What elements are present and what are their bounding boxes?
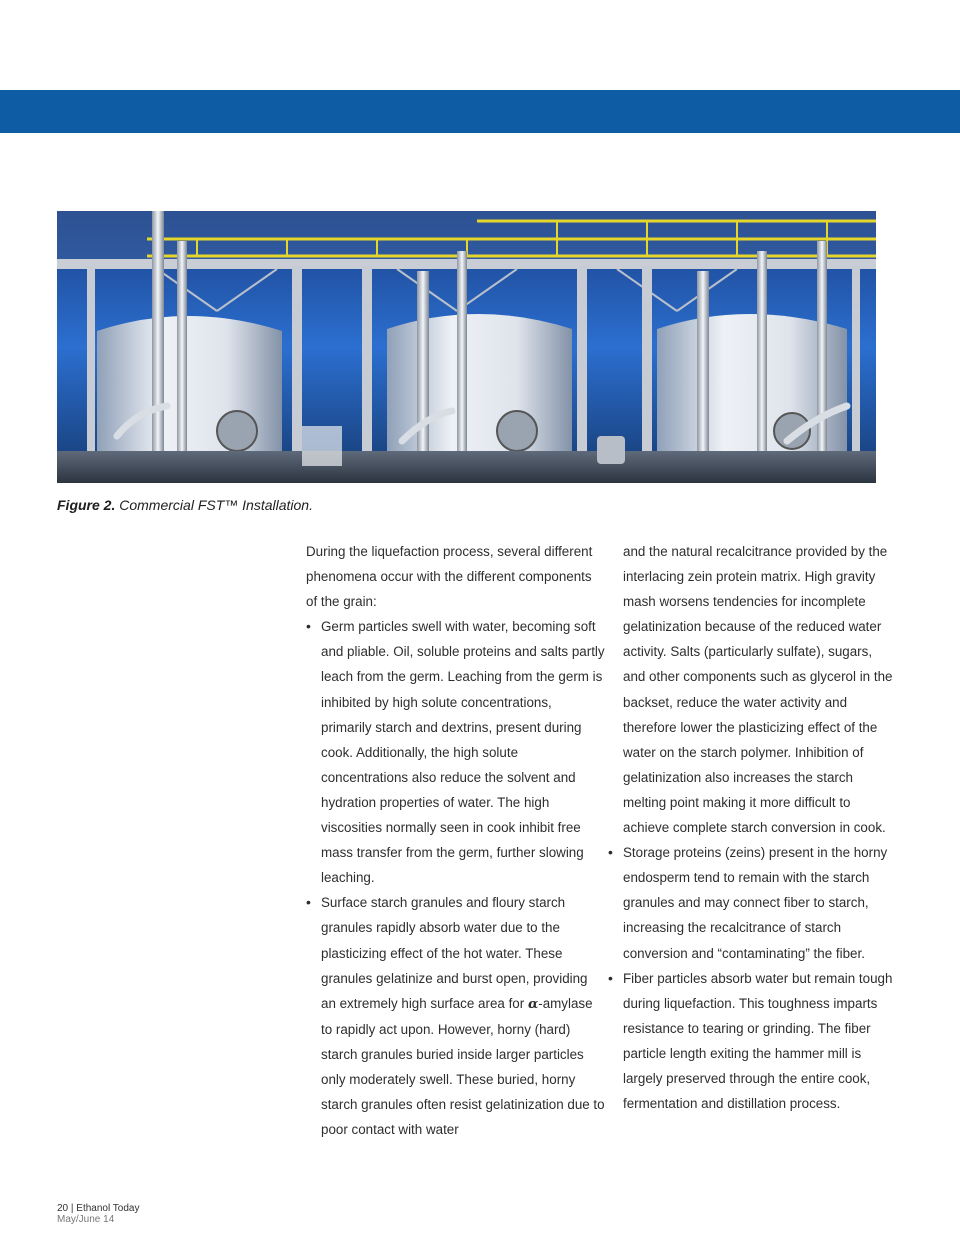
issue-date: May/June 14 — [57, 1214, 115, 1225]
continuation-paragraph: and the natural recalcitrance provided by the interlacing zein protein matrix. High gravity mash worsens tendencies for incomplete gelatinization because of the reduced water activity. Salts (particularly sulfate), sugars, and other components such as glycerol in the backset, reduce the water activity and therefore lower the plasticizing effect of the water on the starch polymer. Inhibition of gelatinization also increases the starch melting point making it more difficult to achieve complete starch conversion in cook. — [623, 544, 893, 836]
figure-photo-fst-installation — [57, 211, 876, 483]
list-item-text: Surface starch granules and floury starch granules rapidly absorb water due to the plasticizing effect of the hot water. These granules gelatinize and burst open, providing an extremely high surface area for — [321, 895, 588, 1011]
list-item — [306, 890, 606, 1142]
page-number: 20 — [57, 1203, 69, 1214]
list-item: • Fiber particles absorb water but remain tough during liquefaction. This toughness imparts resistance to tearing or grinding. The fiber particle length exiting the hammer mill is largely preserved through the entire cook, fermentation and distillation process. — [608, 966, 898, 1117]
bullet-list-right — [608, 840, 898, 1116]
body-column-right — [608, 539, 898, 1116]
header-color-band — [0, 90, 960, 133]
figure-caption — [57, 497, 313, 513]
bullet-list-left — [306, 614, 606, 1142]
list-item-text-continued: -amylase to rapidly act upon. However, horny (hard) starch granules buried inside larger particles only moderately swell. These buried, horny starch granules often resist gelatinization due to poor contact with water — [321, 995, 605, 1138]
publication-name: Ethanol Today — [76, 1203, 140, 1214]
figure-caption-text: Commercial FST™ Installation. — [119, 497, 313, 513]
footer-separator: | — [70, 1203, 74, 1214]
figure-label: Figure 2. — [57, 497, 116, 513]
page-footer — [57, 1203, 140, 1225]
list-item: • Storage proteins (zeins) present in the horny endosperm tend to remain with the starch granules and may connect fiber to starch, increasing the recalcitrance of starch conversion and “contaminating” the fiber. — [608, 840, 898, 965]
list-item: • Germ particles swell with water, becoming soft and pliable. Oil, soluble proteins and salts partly leach from the germ. Leaching from the germ is inhibited by high solute concentrations, primarily starch and dextrins, present during cook. Additionally, the high solute concentrations also reduce the solvent and hydration properties of water. The high viscosities normally seen in cook inhibit free mass transfer from the germ, further slowing leaching. — [306, 614, 606, 890]
intro-paragraph: During the liquefaction process, several different phenomena occur with the different components of the grain: — [306, 544, 593, 610]
body-column-left — [306, 539, 606, 1142]
alpha-symbol: α — [527, 995, 539, 1012]
